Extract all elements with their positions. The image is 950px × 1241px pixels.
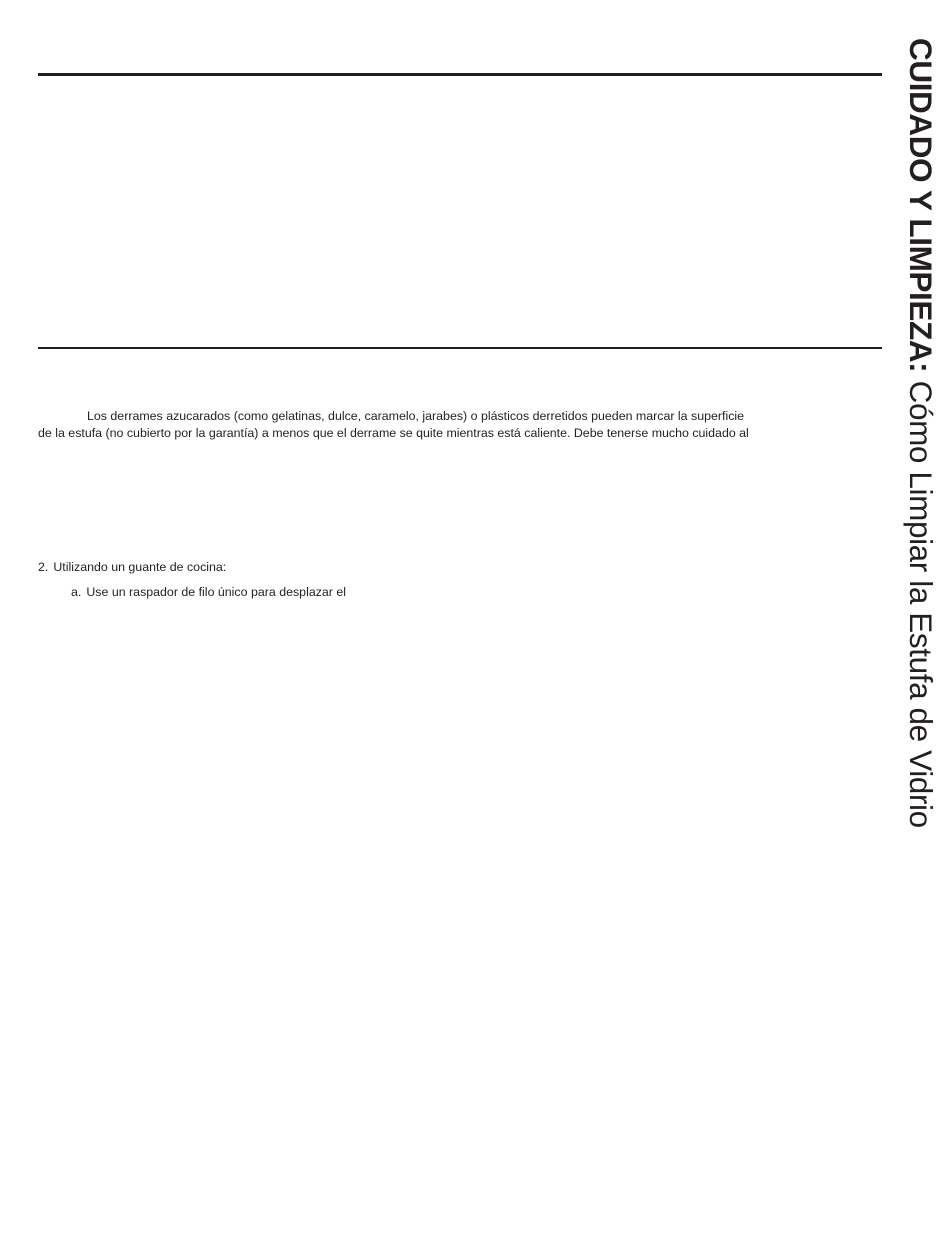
section-title-subtitle: Cómo Limpiar la Estufa de Vidrio xyxy=(903,380,939,828)
step-2 xyxy=(38,559,226,575)
step-2-text: Utilizando un guante de cocina: xyxy=(53,560,227,574)
intro-line-1: Los derrames azucarados (como gelatinas, dulce, caramelo, jarabes) o plásticos derretidos pueden marcar la superficie xyxy=(87,409,745,423)
step-2-number: 2. xyxy=(38,560,49,574)
section-divider-rule xyxy=(38,347,882,349)
top-divider-rule xyxy=(38,73,882,76)
page-section-title xyxy=(904,38,938,828)
section-title-bold: CUIDADO Y LIMPIEZA: xyxy=(903,38,939,373)
step-2a xyxy=(71,584,346,600)
intro-paragraph xyxy=(38,408,884,442)
step-2a-letter: a. xyxy=(71,585,82,599)
intro-line-2: de la estufa (no cubierto por la garantía) a menos que el derrame se quite mientras está caliente. Debe tenerse mucho cuidado al xyxy=(38,426,749,440)
step-2a-text: Use un raspador de filo único para desplazar el xyxy=(86,585,347,599)
